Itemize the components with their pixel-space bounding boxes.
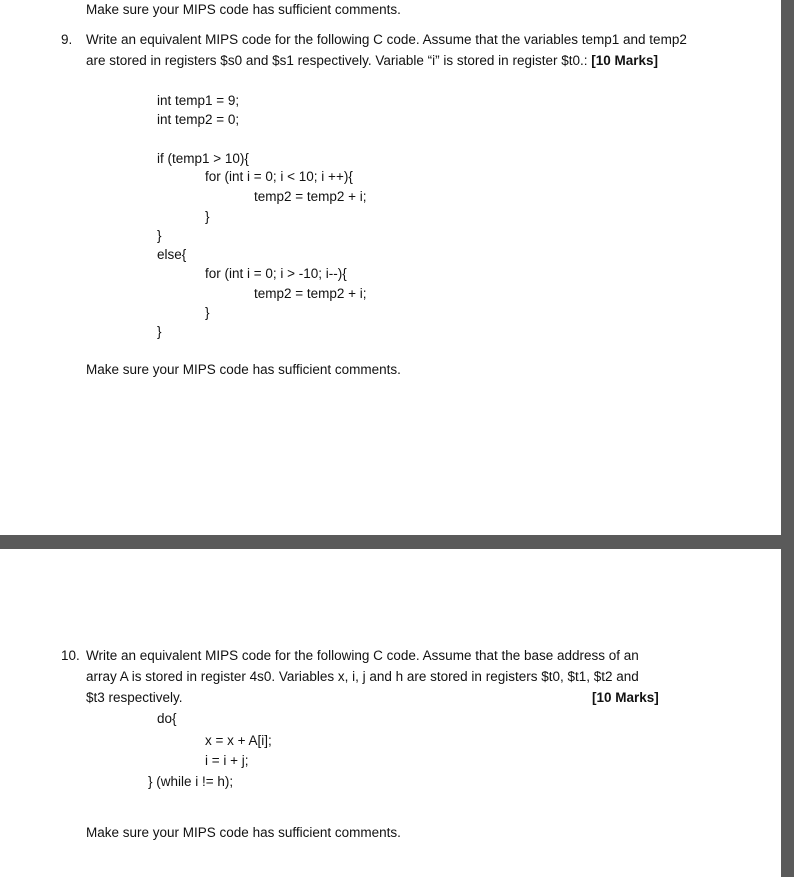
code-line: x = x + A[i]; — [205, 733, 272, 748]
code-line: temp2 = temp2 + i; — [254, 189, 367, 204]
page-gutter — [781, 549, 794, 877]
code-line: if (temp1 > 10){ — [157, 151, 249, 166]
code-line: temp2 = temp2 + i; — [254, 286, 367, 301]
code-line: i = i + j; — [205, 753, 249, 768]
code-line: for (int i = 0; i > -10; i--){ — [205, 266, 347, 281]
q9-reminder: Make sure your MIPS code has sufficient comments. — [86, 362, 401, 377]
q8-reminder: Make sure your MIPS code has sufficient comments. — [86, 2, 401, 17]
q10-marks: [10 Marks] — [592, 690, 659, 705]
q10-reminder: Make sure your MIPS code has sufficient comments. — [86, 825, 401, 840]
q10-question-line-1: Write an equivalent MIPS code for the following C code. Assume that the base address of an — [86, 648, 639, 663]
code-line: int temp2 = 0; — [157, 112, 240, 127]
code-line: else{ — [157, 247, 187, 262]
page-gutter — [781, 0, 794, 549]
q10-question-line-2: array A is stored in register 4s0. Variables x, i, j and h are stored in registers $t0, $t1, $t2 and — [86, 669, 639, 684]
q9-question-line-1: Write an equivalent MIPS code for the following C code. Assume that the variables temp1 and temp2 — [86, 32, 687, 47]
q10-question-line-3: $t3 respectively. — [86, 690, 183, 705]
q9-marks: [10 Marks] — [591, 53, 659, 68]
page-separator — [0, 535, 794, 549]
code-line: do{ — [157, 711, 177, 726]
q10-number: 10. — [61, 648, 80, 663]
page-2 — [0, 549, 781, 877]
q9-question-text: are stored in registers $s0 and $s1 respectively. Variable “i” is stored in register $t0.: — [86, 53, 592, 68]
q9-question-line-2 — [86, 52, 658, 70]
code-line: int temp1 = 9; — [157, 93, 240, 108]
code-line: } — [205, 209, 210, 224]
code-line: } — [205, 305, 210, 320]
code-line: } — [157, 324, 162, 339]
code-line: for (int i = 0; i < 10; i ++){ — [205, 169, 353, 184]
code-line: } — [157, 228, 162, 243]
code-line: } (while i != h); — [148, 774, 234, 789]
q9-number: 9. — [61, 32, 73, 47]
